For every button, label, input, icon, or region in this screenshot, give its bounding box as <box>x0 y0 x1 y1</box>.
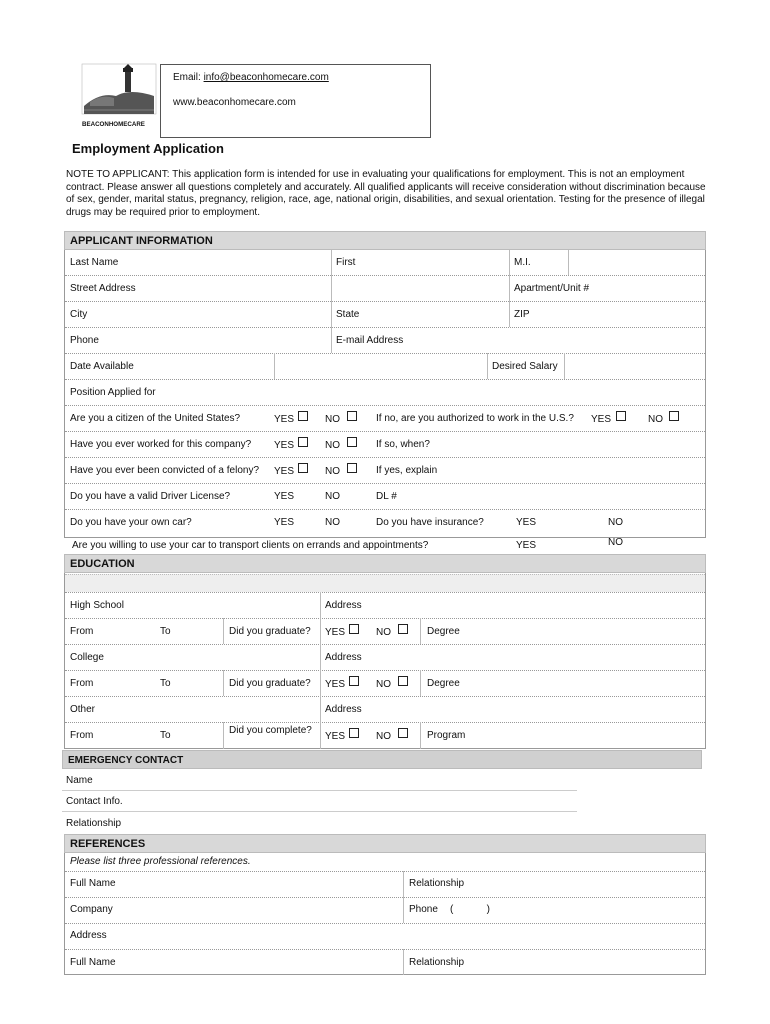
row-divider <box>65 592 705 593</box>
emergency-section-heading: EMERGENCY CONTACT <box>62 750 702 769</box>
row-divider <box>65 923 705 924</box>
high-school-no-label: NO <box>376 627 391 638</box>
felony-yes-checkbox[interactable] <box>298 463 308 473</box>
other-label: Other <box>70 704 96 715</box>
other-yes-checkbox[interactable] <box>349 728 359 738</box>
insurance-question: Do you have insurance? <box>376 517 484 528</box>
high-school-degree-label: Degree <box>427 626 460 637</box>
email-line <box>173 72 329 83</box>
citizen-no-checkbox[interactable] <box>347 411 357 421</box>
reference-phone-area-code: ( ) <box>450 904 490 915</box>
references-instruction: Please list three professional references. <box>70 856 251 867</box>
car-no-label: NO <box>325 517 340 528</box>
position-label: Position Applied for <box>70 387 156 398</box>
high-school-to-label: To <box>160 626 171 637</box>
row-divider <box>65 483 705 484</box>
row-divider <box>65 301 705 302</box>
license-no-label: NO <box>325 491 340 502</box>
col-divider <box>403 949 404 975</box>
reference-relationship-label: Relationship <box>409 878 465 889</box>
authorized-no-label: NO <box>648 414 663 425</box>
reference2-full-name-label: Full Name <box>70 957 116 968</box>
dl-number-label: DL # <box>376 491 397 502</box>
city-label: City <box>70 309 88 320</box>
education-spacer-row <box>65 574 705 592</box>
col-divider <box>331 250 332 327</box>
worked-yes-label: YES <box>274 440 295 451</box>
state-label: State <box>336 309 360 320</box>
other-complete-question: Did you complete? <box>229 725 312 736</box>
first-name-label: First <box>336 257 356 268</box>
row-divider <box>65 644 705 645</box>
contact-box <box>160 64 431 138</box>
row-divider <box>65 405 705 406</box>
college-no-label: NO <box>376 679 391 690</box>
other-yes-label: YES <box>325 731 346 742</box>
felony-question: Have you ever been convicted of a felony? <box>70 465 260 476</box>
high-school-label: High School <box>70 600 124 611</box>
felony-no-checkbox[interactable] <box>347 463 357 473</box>
authorized-question: If no, are you authorized to work in the U.S.? <box>376 413 574 424</box>
college-degree-label: Degree <box>427 678 460 689</box>
college-from-label: From <box>70 678 94 689</box>
authorized-no-checkbox[interactable] <box>669 411 679 421</box>
high-school-no-checkbox[interactable] <box>398 624 408 634</box>
high-school-yes-checkbox[interactable] <box>349 624 359 634</box>
college-no-checkbox[interactable] <box>398 676 408 686</box>
desired-salary-label: Desired Salary <box>492 361 558 372</box>
reference-company-label: Company <box>70 904 113 915</box>
felony-yes-label: YES <box>274 466 295 477</box>
citizen-question: Are you a citizen of the United States? <box>70 413 241 424</box>
col-divider <box>420 618 421 644</box>
high-school-address-label: Address <box>325 600 362 611</box>
street-address-label: Street Address <box>70 283 136 294</box>
col-divider <box>420 722 421 749</box>
row-divider <box>65 897 705 898</box>
row-divider <box>65 509 705 510</box>
email-link[interactable]: info@beaconhomecare.com <box>203 72 329 83</box>
col-divider <box>564 353 565 379</box>
college-yes-label: YES <box>325 679 346 690</box>
applicant-note: NOTE TO APPLICANT: This application form is intended for use in evaluating your qualifications for employment. This is not an employment contract. Please answer all questions completely and accurately. All qualified applicants will receive consideration without discrimination because of sex, gender, marital status, pregnancy, religion, race, age, national origin, disabilities, and sexual orientation. Testing for the presence of illegal drugs may be required prior to employment. <box>66 169 706 218</box>
emergency-name-label: Name <box>66 775 93 786</box>
education-section-heading: EDUCATION <box>64 554 706 573</box>
felony-no-label: NO <box>325 466 340 477</box>
date-available-label: Date Available <box>70 361 134 372</box>
col-divider <box>420 670 421 696</box>
citizen-no-label: NO <box>325 414 340 425</box>
row-divider <box>65 379 705 380</box>
transport-yes-label: YES <box>516 540 537 551</box>
other-no-checkbox[interactable] <box>398 728 408 738</box>
reference-full-name-label: Full Name <box>70 878 116 889</box>
row-divider <box>65 327 705 328</box>
col-divider <box>331 327 332 353</box>
row-divider <box>65 618 705 619</box>
citizen-yes-label: YES <box>274 414 295 425</box>
col-divider <box>274 353 275 379</box>
col-divider <box>487 353 488 379</box>
license-yes-label: YES <box>274 491 295 502</box>
transport-question: Are you willing to use your car to transport clients on errands and appointments? <box>72 540 429 551</box>
row-divider <box>65 696 705 697</box>
emergency-relationship-label: Relationship <box>66 818 122 829</box>
website-line[interactable]: www.beaconhomecare.com <box>173 97 296 108</box>
col-divider <box>320 592 321 749</box>
explain-question: If yes, explain <box>376 465 438 476</box>
transport-no-label: NO <box>608 537 623 548</box>
row-divider <box>65 275 705 276</box>
car-yes-label: YES <box>274 517 295 528</box>
middle-initial-label: M.I. <box>514 257 531 268</box>
license-question: Do you have a valid Driver License? <box>70 491 231 502</box>
emergency-name-line <box>62 790 577 791</box>
other-no-label: NO <box>376 731 391 742</box>
high-school-from-label: From <box>70 626 94 637</box>
references-section-heading: REFERENCES <box>64 834 706 853</box>
college-to-label: To <box>160 678 171 689</box>
apartment-label: Apartment/Unit # <box>514 283 590 294</box>
row-divider <box>65 949 705 950</box>
college-label: College <box>70 652 104 663</box>
worked-yes-checkbox[interactable] <box>298 437 308 447</box>
email-address-label: E-mail Address <box>336 335 404 346</box>
reference2-relationship-label: Relationship <box>409 957 465 968</box>
row-divider <box>65 431 705 432</box>
other-from-label: From <box>70 730 94 741</box>
reference-address-label: Address <box>70 930 107 941</box>
emergency-contact-info-label: Contact Info. <box>66 796 123 807</box>
college-graduate-question: Did you graduate? <box>229 678 311 689</box>
worked-question: Have you ever worked for this company? <box>70 439 252 450</box>
row-divider <box>65 871 705 872</box>
insurance-no-label: NO <box>608 517 623 528</box>
col-divider <box>223 722 224 749</box>
row-divider <box>65 670 705 671</box>
high-school-graduate-question: Did you graduate? <box>229 626 311 637</box>
email-label: Email: <box>173 72 204 83</box>
last-name-label: Last Name <box>70 257 119 268</box>
applicant-section-heading: APPLICANT INFORMATION <box>64 231 706 250</box>
insurance-yes-label: YES <box>516 517 537 528</box>
emergency-contact-line <box>62 811 577 812</box>
company-logo <box>80 62 158 132</box>
authorized-yes-checkbox[interactable] <box>616 411 626 421</box>
col-divider <box>223 670 224 696</box>
worked-no-checkbox[interactable] <box>347 437 357 447</box>
citizen-yes-checkbox[interactable] <box>298 411 308 421</box>
reference-phone-label: Phone <box>409 904 438 915</box>
col-divider <box>223 618 224 644</box>
car-question: Do you have your own car? <box>70 517 192 528</box>
authorized-yes-label: YES <box>591 414 612 425</box>
college-yes-checkbox[interactable] <box>349 676 359 686</box>
phone-label: Phone <box>70 335 99 346</box>
col-divider <box>568 250 569 275</box>
other-to-label: To <box>160 730 171 741</box>
col-divider <box>403 871 404 923</box>
college-address-label: Address <box>325 652 362 663</box>
row-divider <box>65 353 705 354</box>
col-divider <box>509 250 510 327</box>
zip-label: ZIP <box>514 309 530 320</box>
page-title: Employment Application <box>72 141 224 156</box>
when-question: If so, when? <box>376 439 430 450</box>
worked-no-label: NO <box>325 440 340 451</box>
logo-text: BEACONHOMECARE <box>82 121 145 128</box>
row-divider <box>65 457 705 458</box>
other-program-label: Program <box>427 730 466 741</box>
other-address-label: Address <box>325 704 362 715</box>
high-school-yes-label: YES <box>325 627 346 638</box>
row-divider <box>65 722 705 723</box>
